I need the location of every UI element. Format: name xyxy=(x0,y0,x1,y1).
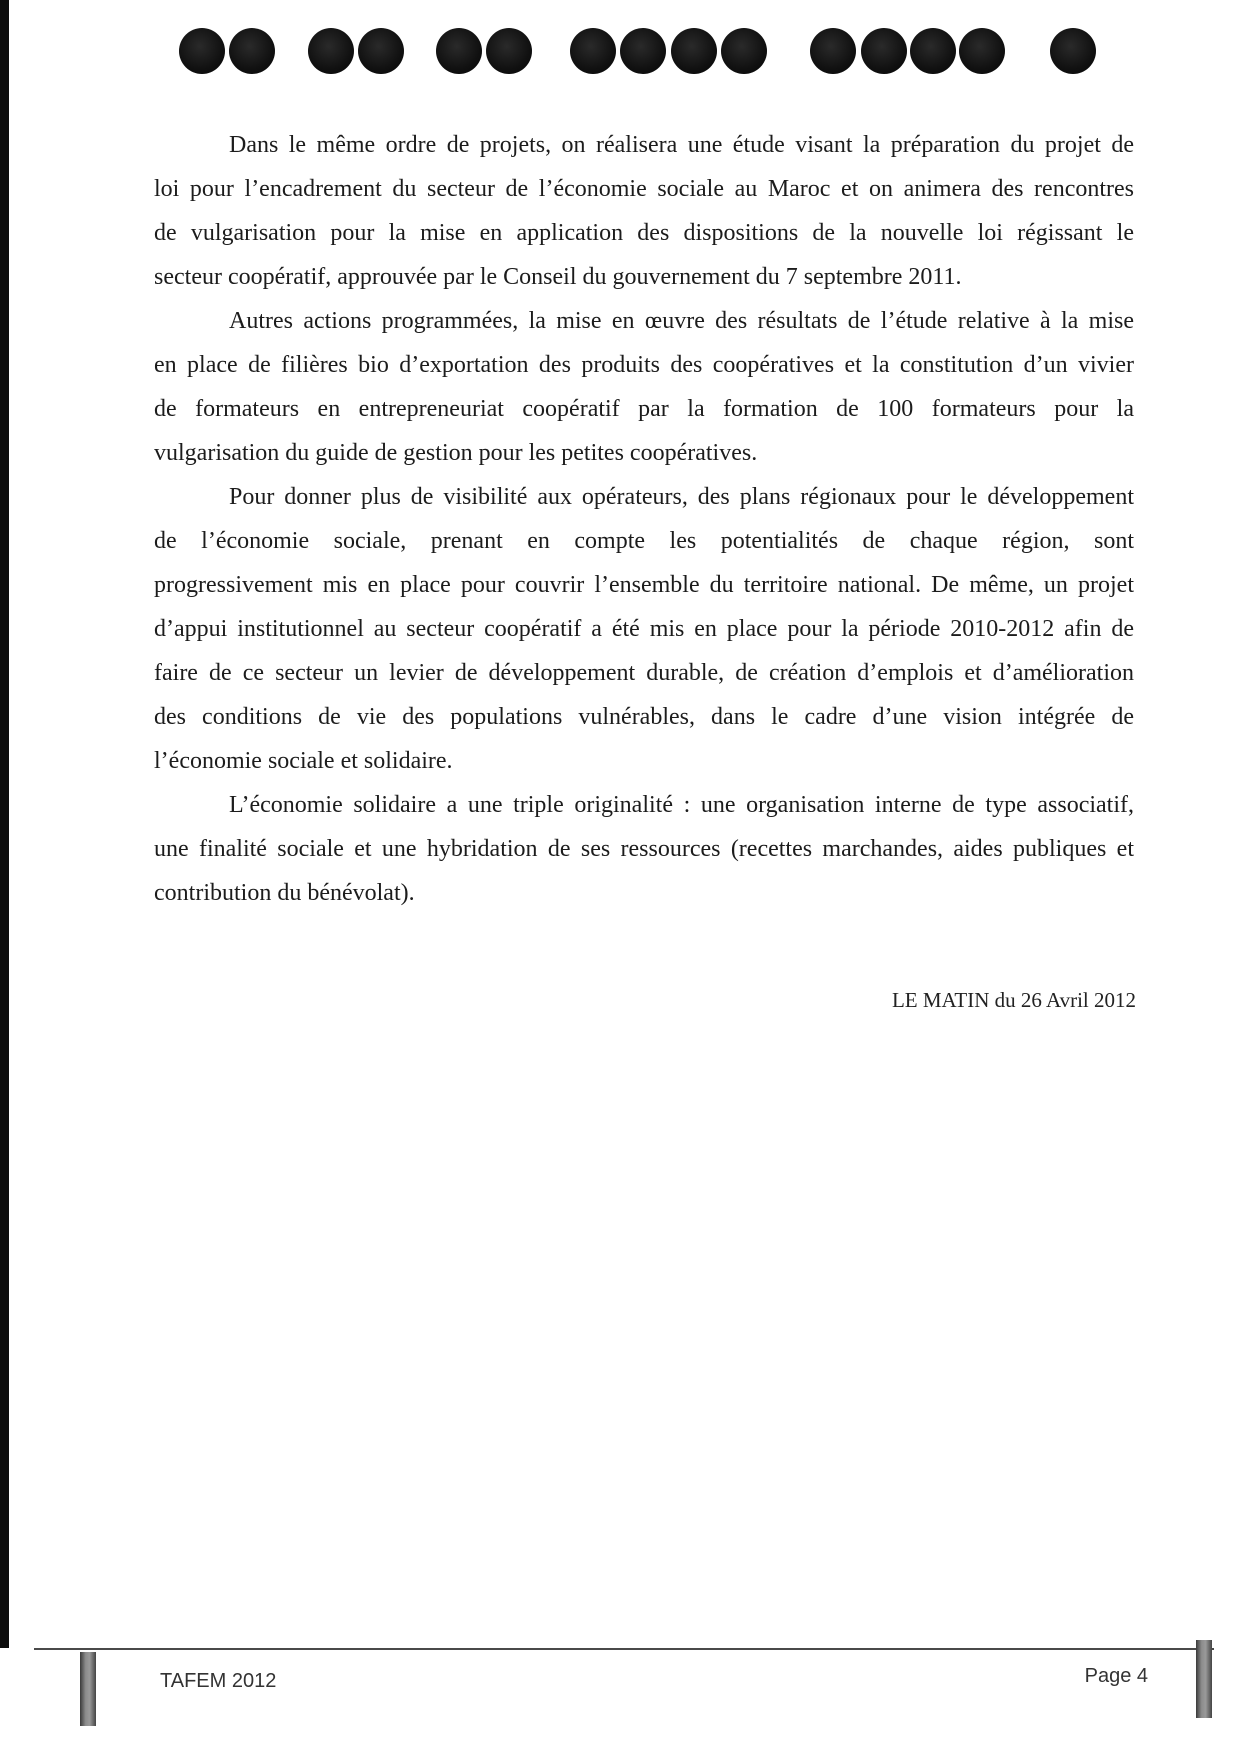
dot xyxy=(810,28,856,74)
dot xyxy=(570,28,616,74)
paragraph-line: faire de ce secteur un levier de développement durable, de création d’emplois et d’amélioration xyxy=(154,660,1134,686)
dot xyxy=(959,28,1005,74)
footer-document-label: TAFEM 2012 xyxy=(160,1670,277,1692)
article-body xyxy=(154,123,1134,915)
footer-left-bar xyxy=(80,1652,96,1726)
dot xyxy=(910,28,956,74)
paragraph-line: vulgarisation du guide de gestion pour les petites coopératives. xyxy=(154,440,758,466)
dot xyxy=(229,28,275,74)
paragraph-line: une finalité sociale et une hybridation de ses ressources (recettes marchandes, aides publiques et xyxy=(154,836,1134,862)
footer-divider xyxy=(34,1648,1214,1650)
paragraph-line: progressivement mis en place pour couvrir l’ensemble du territoire national. De même, un projet xyxy=(154,572,1134,598)
paragraph-line: Dans le même ordre de projets, on réalisera une étude visant la préparation du projet de xyxy=(229,132,1134,158)
paragraph-line: de l’économie sociale, prenant en compte les potentialités de chaque région, sont xyxy=(154,528,1134,554)
dot xyxy=(486,28,532,74)
footer-right-bar xyxy=(1196,1640,1212,1718)
paragraph-1 xyxy=(154,123,1134,299)
dot xyxy=(620,28,666,74)
paragraph-4 xyxy=(154,783,1134,915)
paragraph-line: Pour donner plus de visibilité aux opérateurs, des plans régionaux pour le développement xyxy=(229,484,1134,510)
paragraph-line: d’appui institutionnel au secteur coopératif a été mis en place pour la période 2010-2012 afin de xyxy=(154,616,1134,642)
paragraph-2 xyxy=(154,299,1134,475)
paragraph-line: L’économie solidaire a une triple originalité : une organisation interne de type associatif, xyxy=(229,792,1134,818)
dot xyxy=(308,28,354,74)
source-citation: LE MATIN du 26 Avril 2012 xyxy=(891,988,1136,1012)
paragraph-line: loi pour l’encadrement du secteur de l’économie sociale au Maroc et on animera des rencontres xyxy=(154,176,1134,202)
dot xyxy=(861,28,907,74)
paragraph-line: des conditions de vie des populations vulnérables, dans le cadre d’une vision intégrée de xyxy=(154,704,1134,730)
dot xyxy=(358,28,404,74)
scan-edge-strip xyxy=(0,0,9,1648)
paragraph-line: en place de filières bio d’exportation des produits des coopératives et la constitution d’un vivier xyxy=(154,352,1134,378)
dot-ornament xyxy=(0,0,1240,90)
dot xyxy=(671,28,717,74)
dot xyxy=(436,28,482,74)
dot xyxy=(721,28,767,74)
paragraph-line: l’économie sociale et solidaire. xyxy=(154,748,453,774)
dot xyxy=(179,28,225,74)
paragraph-line: Autres actions programmées, la mise en œuvre des résultats de l’étude relative à la mise xyxy=(229,308,1134,334)
paragraph-line: de formateurs en entrepreneuriat coopératif par la formation de 100 formateurs pour la xyxy=(154,396,1134,422)
paragraph-3 xyxy=(154,475,1134,783)
page-number: Page 4 xyxy=(1084,1665,1148,1687)
paragraph-line: contribution du bénévolat). xyxy=(154,880,415,906)
paragraph-line: secteur coopératif, approuvée par le Conseil du gouvernement du 7 septembre 2011. xyxy=(154,264,962,290)
dot xyxy=(1050,28,1096,74)
paragraph-line: de vulgarisation pour la mise en application des dispositions de la nouvelle loi régissant le xyxy=(154,220,1134,246)
